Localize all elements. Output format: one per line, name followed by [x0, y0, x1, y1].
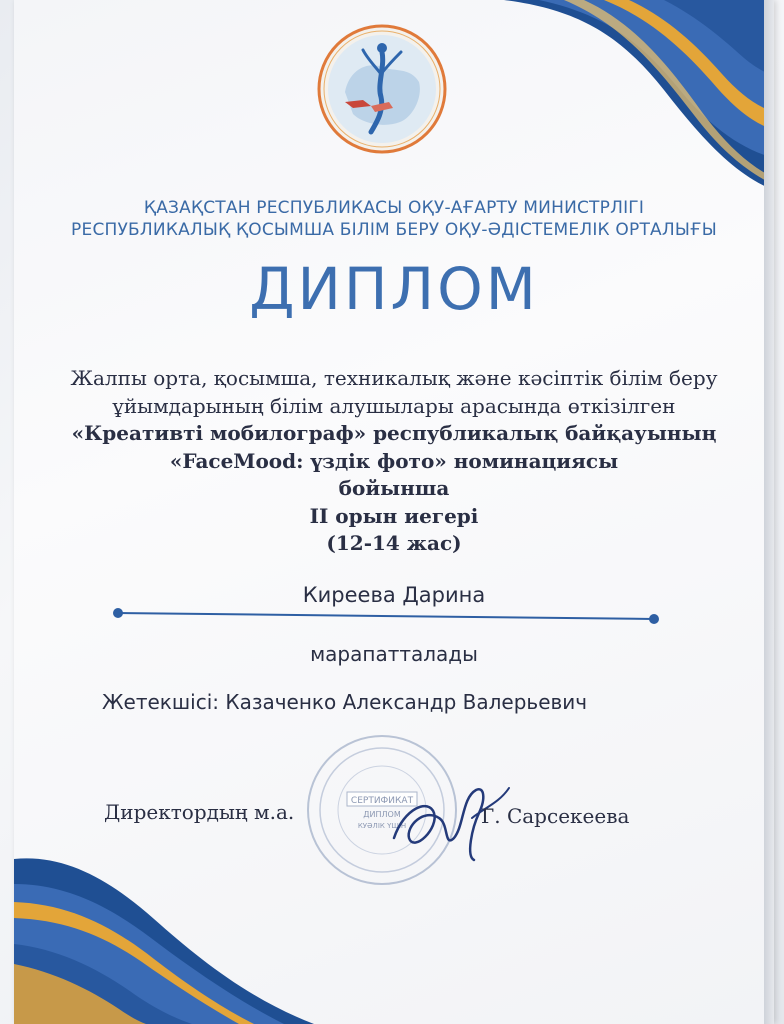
description-line: Жалпы орта, қосымша, техникалық және кәсіптік білім беру — [70, 366, 718, 390]
name-underline — [110, 607, 662, 625]
director-label: Директордың м.а. — [104, 800, 295, 824]
description-line: ұйымдарының білім алушылары арасында өткізілген — [112, 393, 676, 418]
place-line: II орын иегері — [309, 503, 479, 528]
nomination-line: «FaceMood: үздік фото» номинациясы — [169, 448, 619, 473]
diploma-title: ДИПЛОМ — [249, 255, 539, 323]
center-heading: РЕСПУБЛИКАЛЫҚ ҚОСЫМША БІЛІМ БЕРУ ОҚУ-ӘДІСТЕМЕЛІК ОРТАЛЫҒЫ — [71, 220, 717, 240]
stamp-text-2: ДИПЛОМ — [363, 810, 401, 819]
page-edge — [764, 0, 774, 1024]
description-line: бойынша — [338, 476, 450, 500]
awarded-text: марапатталады — [310, 642, 478, 666]
corner-wave-decoration-top — [444, 0, 774, 230]
emblem-logo-icon — [315, 22, 449, 156]
contest-name-line: «Креативті мобилограф» республикалық байқауының — [71, 421, 717, 445]
ministry-heading: ҚАЗАҚСТАН РЕСПУБЛИКАСЫ ОҚУ-АҒАРТУ МИНИСТРЛІГІ — [143, 198, 645, 218]
stamp-text-1: СЕРТИФИКАТ — [350, 796, 414, 806]
corner-wave-decoration-bottom — [14, 824, 314, 1024]
director-name: Г. Сарсекеева — [481, 804, 630, 828]
age-group-line: (12-14 жас) — [326, 531, 462, 555]
stamp-text-3: КУӘЛІК ҮШІН — [357, 822, 407, 830]
diploma-sheet — [14, 0, 774, 1024]
award-description — [34, 365, 754, 558]
recipient-name: Киреева Дарина — [302, 583, 486, 607]
supervisor-line: Жетекшісі: Казаченко Александр Валерьевич — [102, 690, 588, 714]
